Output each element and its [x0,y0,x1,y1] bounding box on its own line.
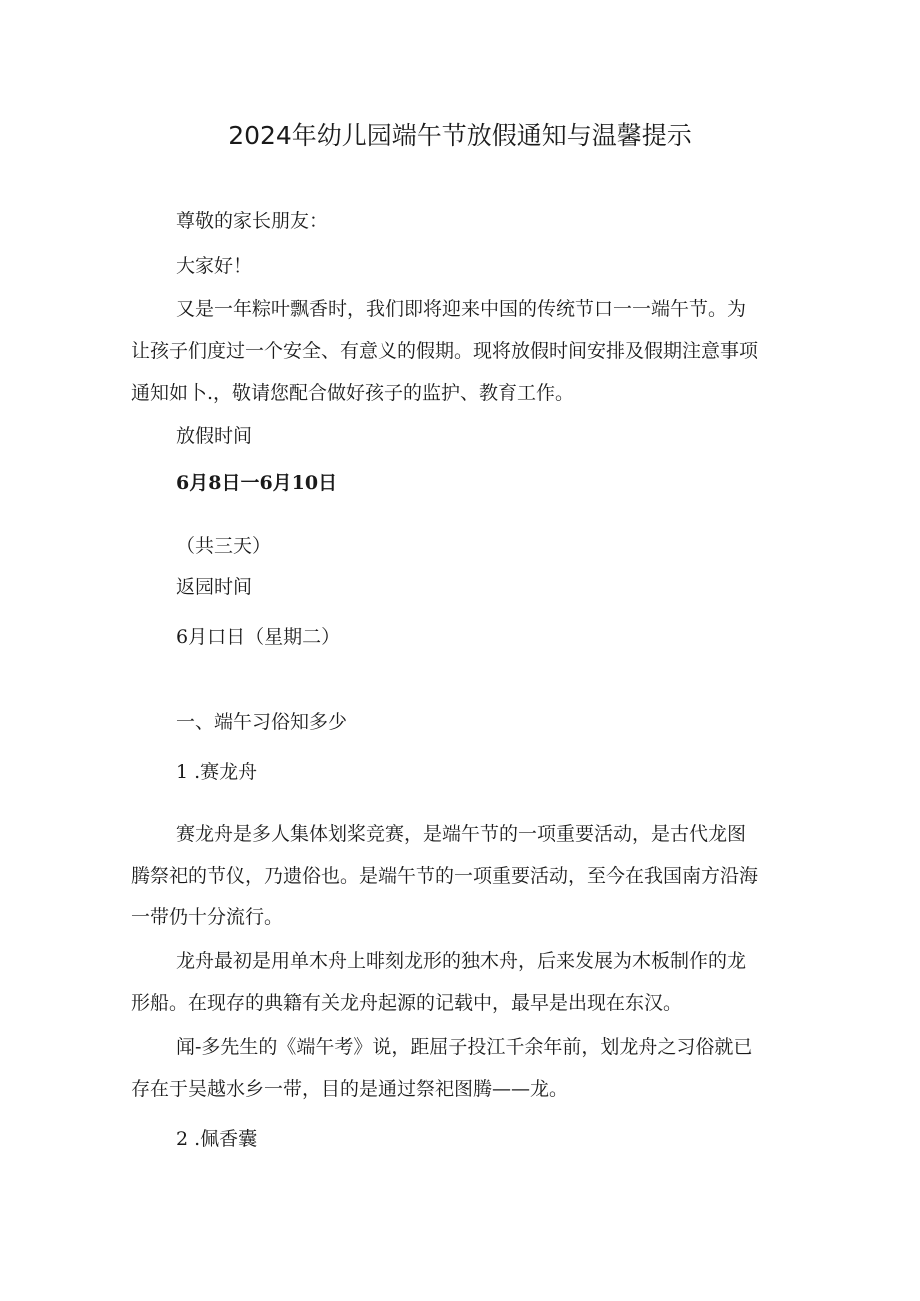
intro-line-1: 又是一年粽叶飘香时，我们即将迎来中国的传统节口一一端午节。为 [176,298,747,320]
intro-line-3: 通知如卜.，敬请您配合做好孩子的监护、教育工作。 [131,382,575,404]
intro-line-2: 让孩子们度过一个安全、有意义的假期。现将放假时间安排及假期注意事项 [131,340,759,362]
return-date: 6月口日（星期二） [176,626,341,648]
item-1-para-1-line-3: 一带仍十分流行。 [131,906,284,928]
item-1-para-2-line-1: 龙舟最初是用单木舟上啡刻龙形的独木舟，后来发展为木板制作的龙 [176,950,747,972]
item-1-para-1-line-1: 赛龙舟是多人集体划桨竞赛，是端午节的一项重要活动，是古代龙图 [176,823,747,845]
greeting: 尊敬的家长朋友： [176,210,329,232]
item-2-title: 2 .佩香囊 [176,1128,258,1150]
holiday-heading: 放假时间 [176,425,253,447]
holiday-dates: 6月8日一6月10日 [176,472,338,494]
item-1-para-3-line-1: 闻-多先生的《端午考》说，距屈子投江千余年前，划龙舟之习俗就已 [176,1036,753,1058]
document-title: 2024年幼儿园端午节放假通知与温馨提示 [228,121,692,150]
item-1-para-3-line-2: 存在于吴越水乡一带，目的是通过祭祀图腾——龙。 [131,1078,569,1100]
item-1-title: 1 .赛龙舟 [176,761,258,783]
item-1-para-1-line-2: 腾祭祀的节仪，乃遗俗也。是端午节的一项重要活动，至今在我国南方沿海 [131,865,759,887]
return-heading: 返园时间 [176,576,253,598]
section-1-heading: 一、端午习俗知多少 [176,711,348,733]
hello: 大家好！ [176,255,253,277]
holiday-total: （共三天） [176,535,272,557]
item-1-para-2-line-2: 形船。在现存的典籍有关龙舟起源的记载中，最早是出现在东汉。 [131,992,683,1014]
